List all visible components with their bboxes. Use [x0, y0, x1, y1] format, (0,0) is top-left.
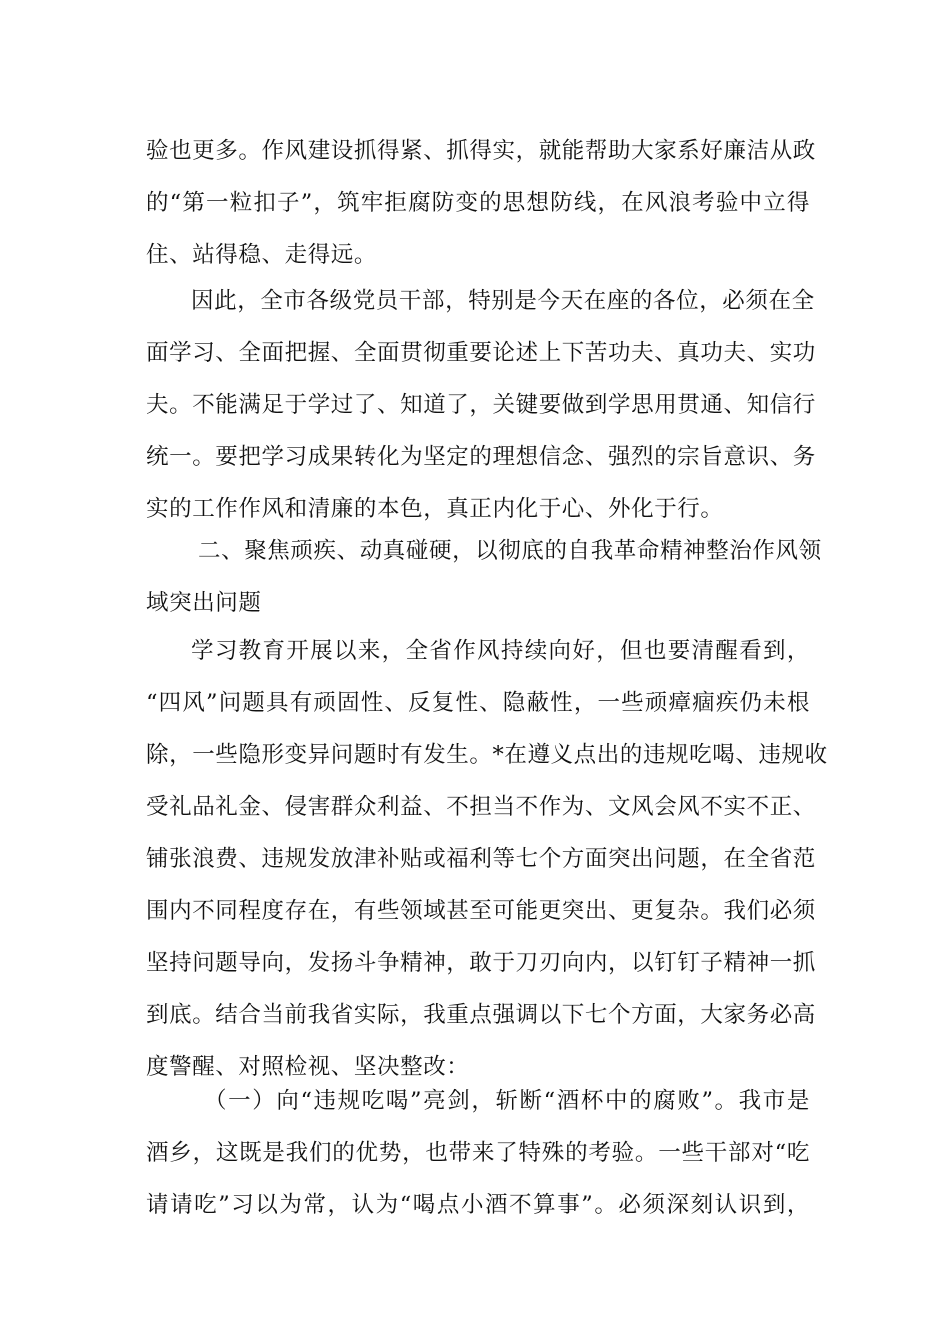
- text-line: 因此，全市各级党员干部，特别是今天在座的各位，必须在全: [191, 288, 815, 314]
- text-line: 实的工作作风和清廉的本色，真正内化于心、外化于行。: [146, 496, 724, 522]
- text-line: （一）向“违规吃喝”亮剑，斩断“酒杯中的腐败”。我市是: [204, 1088, 810, 1114]
- text-line: 度警醒、对照检视、坚决整改：: [146, 1054, 470, 1080]
- text-line: 受礼品礼金、侵害群众利益、不担当不作为、文风会风不实不正、: [146, 794, 816, 820]
- text-line: 的“第一粒扣子”，筑牢拒腐防变的思想防线，在风浪考验中立得: [146, 190, 810, 216]
- heading-line: 二、聚焦顽疾、动真碰硬，以彻底的自我革命精神整治作风领: [198, 538, 822, 564]
- text-line: 铺张浪费、违规发放津补贴或福利等七个方面突出问题，在全省范: [146, 846, 816, 872]
- text-line: 面学习、全面把握、全面贯彻重要论述上下苦功夫、真功夫、实功: [146, 340, 816, 366]
- section-heading: [146, 525, 822, 629]
- paragraph-problems: [146, 625, 828, 1093]
- text-line: 夫。不能满足于学过了、知道了，关键要做到学思用贯通、知信行: [146, 392, 816, 418]
- text-line: 请请吃”习以为常，认为“喝点小酒不算事”。必须深刻认识到，: [146, 1192, 810, 1218]
- text-line: “四风”问题具有顽固性、反复性、隐蔽性，一些顽瘴痼疾仍未根: [146, 690, 810, 716]
- paragraph-drinking: [146, 1075, 810, 1231]
- text-line: 验也更多。作风建设抓得紧、抓得实，就能帮助大家系好廉洁从政: [146, 138, 816, 164]
- heading-line: 域突出问题: [146, 590, 262, 616]
- text-line: 酒乡，这既是我们的优势，也带来了特殊的考验。一些干部对“吃: [146, 1140, 810, 1166]
- text-line: 学习教育开展以来，全省作风持续向好，但也要清醒看到，: [191, 638, 810, 664]
- paragraph-continuation: [146, 125, 816, 281]
- text-line: 住、站得稳、走得远。: [146, 242, 378, 268]
- text-line: 围内不同程度存在，有些领域甚至可能更突出、更复杂。我们必须: [146, 898, 816, 924]
- text-line: 到底。结合当前我省实际，我重点强调以下七个方面，大家务必高: [146, 1002, 816, 1028]
- text-line: 统一。要把学习成果转化为坚定的理想信念、强烈的宗旨意识、务: [146, 444, 816, 470]
- text-line: 坚持问题导向，发扬斗争精神，敢于刀刃向内，以钉钉子精神一抓: [146, 950, 816, 976]
- paragraph-study: [146, 275, 816, 535]
- text-line: 除，一些隐形变异问题时有发生。*在遵义点出的违规吃喝、违规收: [146, 742, 828, 768]
